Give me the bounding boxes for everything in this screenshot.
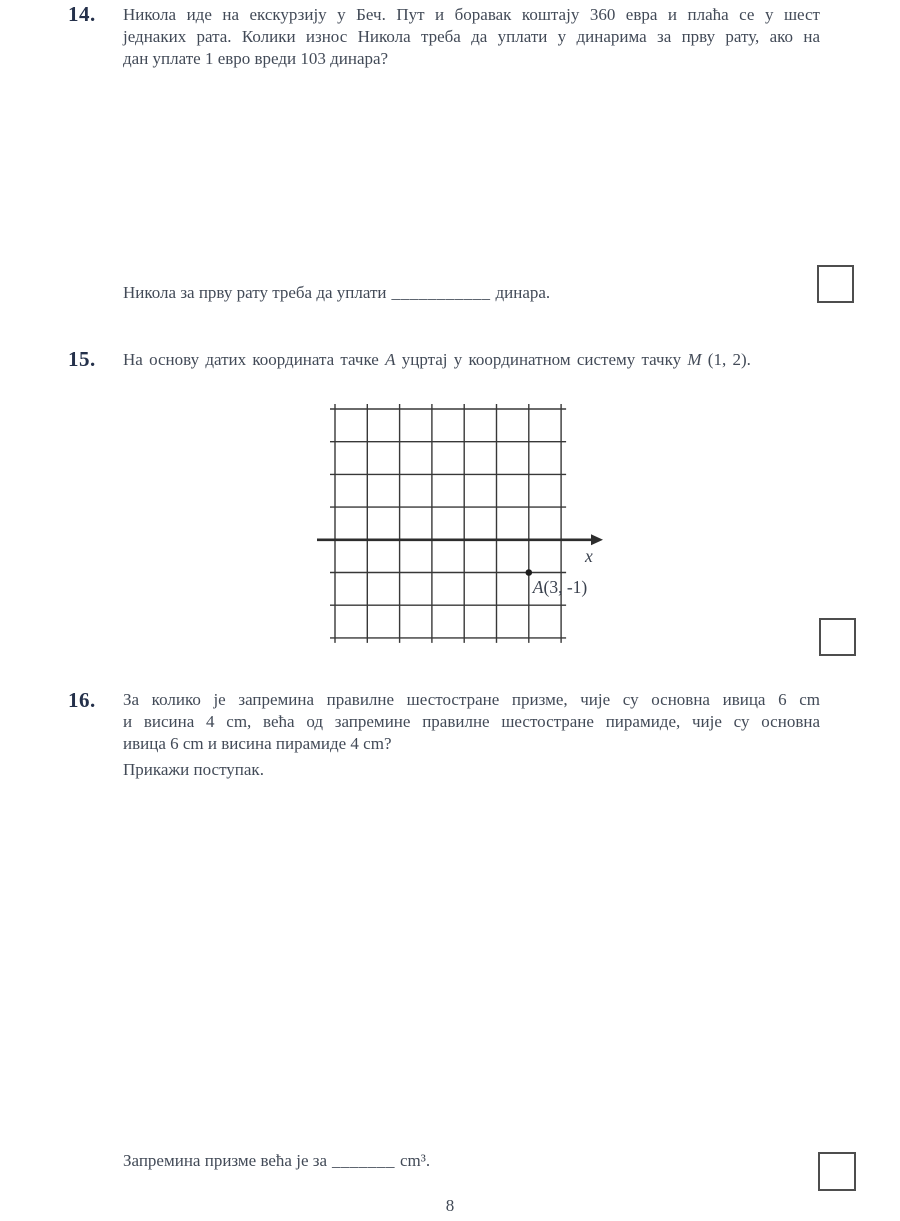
problem-16-line-1: За колико је запремина правилне шестостране призме, чије су основна ивица 6 cm bbox=[123, 690, 820, 709]
coordinate-grid-svg bbox=[305, 395, 611, 648]
problem-16-answer-suffix: cm³. bbox=[400, 1151, 431, 1170]
problem-14-answer-blank: ___________ bbox=[391, 283, 491, 302]
problem-14-line-1: Никола иде на екскурзију у Беч. Пут и боравак коштају 360 евра и плаћа се у шест bbox=[123, 5, 820, 24]
problem-16-text bbox=[123, 689, 820, 754]
problem-14-answer-prefix: Никола за прву рату треба да уплати bbox=[123, 283, 387, 302]
page-number: 8 bbox=[445, 1196, 455, 1215]
problem-16-answer-blank: _______ bbox=[332, 1151, 395, 1170]
problem-14-score-box bbox=[817, 265, 854, 303]
point-m-name: M bbox=[687, 350, 702, 369]
problem-15-text bbox=[123, 349, 751, 371]
problem-15-text-part1: На основу датих координата тачке bbox=[123, 350, 386, 369]
point-a-label bbox=[532, 577, 588, 597]
point-a-name: A bbox=[385, 350, 396, 369]
problem-16-score-box bbox=[818, 1152, 856, 1191]
problem-14-line-3: дан уплате 1 евро вреди 103 динара? bbox=[123, 48, 389, 68]
problem-16-line-3: ивица 6 cm и висина пирамиде 4 cm? bbox=[123, 733, 392, 753]
problem-15-score-box bbox=[819, 618, 856, 656]
problem-14-number: 14. bbox=[68, 2, 96, 26]
x-axis-label: x bbox=[585, 545, 593, 566]
problem-16-number: 16. bbox=[68, 688, 96, 712]
problem-16-line-2: и висина 4 cm, већа од запремине правилне шестостране пирамиде, чије су основна bbox=[123, 711, 820, 731]
problem-14-answer-line bbox=[123, 282, 550, 304]
point-a-label-coords: (3, -1) bbox=[543, 577, 588, 597]
problem-15-text-part3: (1, 2). bbox=[701, 350, 751, 369]
problem-16-answer-line bbox=[123, 1150, 430, 1172]
coordinate-grid-figure bbox=[305, 395, 611, 648]
point-a-dot bbox=[526, 569, 533, 576]
problem-16-answer-prefix: Запремина призме већа је за bbox=[123, 1151, 327, 1170]
problem-14-answer-suffix: динара. bbox=[495, 283, 551, 302]
problem-15-number: 15. bbox=[68, 347, 96, 371]
problem-15-text-part2: уцртај у координатном систему тачку bbox=[395, 350, 688, 369]
problem-16-instruction: Прикажи поступак. bbox=[123, 760, 264, 779]
problem-14-line-2: једнаких рата. Колики износ Никола треба да уплати у динарима за прву рату, ако на bbox=[123, 26, 820, 46]
point-a-label-name: A bbox=[532, 577, 544, 597]
x-axis-arrowhead bbox=[591, 534, 603, 545]
problem-14-text bbox=[123, 4, 820, 69]
grid-lines bbox=[330, 404, 566, 643]
